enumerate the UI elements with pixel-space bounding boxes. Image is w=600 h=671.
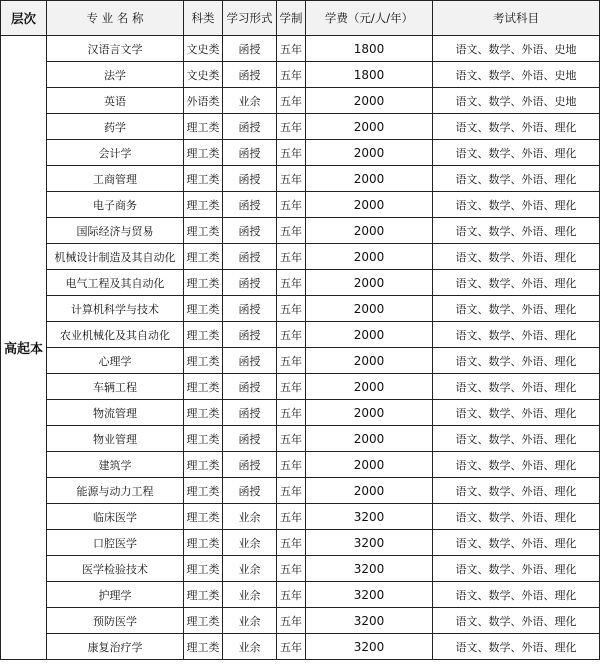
cell-duration: 五年 [277, 166, 306, 192]
cell-study-mode: 函授 [223, 322, 277, 348]
cell-duration: 五年 [277, 244, 306, 270]
table-row [1, 582, 600, 608]
table-row [1, 114, 600, 140]
cell-subjects: 语文、数学、外语、史地 [433, 62, 600, 88]
cell-fee: 2000 [306, 218, 433, 244]
cell-duration: 五年 [277, 608, 306, 634]
cell-subjects: 语文、数学、外语、理化 [433, 374, 600, 400]
cell-major: 能源与动力工程 [47, 478, 184, 504]
cell-duration: 五年 [277, 530, 306, 556]
cell-major: 临床医学 [47, 504, 184, 530]
cell-study-mode: 函授 [223, 478, 277, 504]
table-row [1, 244, 600, 270]
cell-fee: 2000 [306, 374, 433, 400]
cell-fee: 3200 [306, 504, 433, 530]
cell-major: 计算机科学与技术 [47, 296, 184, 322]
header-category: 科类 [184, 1, 223, 36]
cell-category: 理工类 [184, 452, 223, 478]
level-cell: 高起本 [1, 36, 47, 660]
cell-subjects: 语文、数学、外语、理化 [433, 426, 600, 452]
table-row [1, 296, 600, 322]
cell-fee: 2000 [306, 296, 433, 322]
cell-duration: 五年 [277, 192, 306, 218]
cell-subjects: 语文、数学、外语、理化 [433, 504, 600, 530]
cell-study-mode: 函授 [223, 140, 277, 166]
table-row [1, 452, 600, 478]
cell-major: 英语 [47, 88, 184, 114]
header-fee: 学费（元/人/年） [306, 1, 433, 36]
cell-duration: 五年 [277, 452, 306, 478]
cell-major: 汉语言文学 [47, 36, 184, 62]
table-row [1, 270, 600, 296]
cell-category: 理工类 [184, 634, 223, 660]
cell-study-mode: 函授 [223, 296, 277, 322]
table-row [1, 608, 600, 634]
table-row [1, 348, 600, 374]
cell-study-mode: 函授 [223, 218, 277, 244]
cell-study-mode: 函授 [223, 62, 277, 88]
cell-duration: 五年 [277, 218, 306, 244]
cell-duration: 五年 [277, 374, 306, 400]
cell-category: 理工类 [184, 322, 223, 348]
header-level: 层次 [1, 1, 47, 36]
cell-fee: 2000 [306, 322, 433, 348]
cell-duration: 五年 [277, 348, 306, 374]
cell-category: 理工类 [184, 348, 223, 374]
header-study-mode: 学习形式 [223, 1, 277, 36]
cell-major: 车辆工程 [47, 374, 184, 400]
table-row [1, 88, 600, 114]
cell-duration: 五年 [277, 556, 306, 582]
cell-duration: 五年 [277, 296, 306, 322]
cell-subjects: 语文、数学、外语、史地 [433, 88, 600, 114]
cell-category: 理工类 [184, 114, 223, 140]
table-row [1, 192, 600, 218]
cell-duration: 五年 [277, 62, 306, 88]
cell-duration: 五年 [277, 400, 306, 426]
cell-fee: 3200 [306, 634, 433, 660]
cell-category: 理工类 [184, 478, 223, 504]
cell-major: 会计学 [47, 140, 184, 166]
cell-fee: 3200 [306, 608, 433, 634]
header-major: 专 业 名 称 [47, 1, 184, 36]
cell-category: 理工类 [184, 530, 223, 556]
cell-subjects: 语文、数学、外语、理化 [433, 582, 600, 608]
cell-duration: 五年 [277, 582, 306, 608]
table-row [1, 504, 600, 530]
cell-subjects: 语文、数学、外语、史地 [433, 36, 600, 62]
cell-category: 理工类 [184, 504, 223, 530]
cell-fee: 2000 [306, 192, 433, 218]
cell-study-mode: 函授 [223, 192, 277, 218]
cell-category: 理工类 [184, 192, 223, 218]
cell-study-mode: 函授 [223, 452, 277, 478]
cell-study-mode: 函授 [223, 400, 277, 426]
cell-category: 理工类 [184, 218, 223, 244]
cell-subjects: 语文、数学、外语、理化 [433, 608, 600, 634]
cell-study-mode: 业余 [223, 634, 277, 660]
cell-fee: 2000 [306, 426, 433, 452]
cell-study-mode: 函授 [223, 348, 277, 374]
cell-category: 理工类 [184, 426, 223, 452]
cell-fee: 2000 [306, 166, 433, 192]
cell-major: 预防医学 [47, 608, 184, 634]
cell-category: 理工类 [184, 244, 223, 270]
cell-major: 物流管理 [47, 400, 184, 426]
cell-major: 国际经济与贸易 [47, 218, 184, 244]
cell-major: 物业管理 [47, 426, 184, 452]
cell-study-mode: 业余 [223, 556, 277, 582]
table-row [1, 62, 600, 88]
cell-subjects: 语文、数学、外语、理化 [433, 400, 600, 426]
cell-duration: 五年 [277, 114, 306, 140]
cell-subjects: 语文、数学、外语、理化 [433, 244, 600, 270]
cell-subjects: 语文、数学、外语、理化 [433, 322, 600, 348]
cell-fee: 3200 [306, 556, 433, 582]
cell-study-mode: 函授 [223, 426, 277, 452]
cell-subjects: 语文、数学、外语、理化 [433, 218, 600, 244]
cell-study-mode: 函授 [223, 114, 277, 140]
cell-major: 护理学 [47, 582, 184, 608]
cell-major: 口腔医学 [47, 530, 184, 556]
cell-fee: 3200 [306, 530, 433, 556]
cell-category: 理工类 [184, 556, 223, 582]
table-row [1, 400, 600, 426]
cell-major: 法学 [47, 62, 184, 88]
cell-category: 理工类 [184, 608, 223, 634]
cell-study-mode: 函授 [223, 166, 277, 192]
cell-major: 心理学 [47, 348, 184, 374]
cell-fee: 2000 [306, 88, 433, 114]
cell-study-mode: 函授 [223, 374, 277, 400]
cell-study-mode: 函授 [223, 244, 277, 270]
table-row [1, 374, 600, 400]
cell-subjects: 语文、数学、外语、理化 [433, 530, 600, 556]
cell-subjects: 语文、数学、外语、理化 [433, 140, 600, 166]
cell-major: 电子商务 [47, 192, 184, 218]
cell-subjects: 语文、数学、外语、理化 [433, 556, 600, 582]
cell-major: 工商管理 [47, 166, 184, 192]
table-header-row [1, 1, 600, 36]
cell-category: 外语类 [184, 88, 223, 114]
cell-category: 文史类 [184, 62, 223, 88]
cell-fee: 2000 [306, 452, 433, 478]
cell-major: 电气工程及其自动化 [47, 270, 184, 296]
cell-category: 文史类 [184, 36, 223, 62]
cell-subjects: 语文、数学、外语、理化 [433, 166, 600, 192]
cell-subjects: 语文、数学、外语、理化 [433, 634, 600, 660]
cell-subjects: 语文、数学、外语、理化 [433, 452, 600, 478]
table-row [1, 556, 600, 582]
cell-category: 理工类 [184, 166, 223, 192]
cell-fee: 2000 [306, 348, 433, 374]
cell-duration: 五年 [277, 270, 306, 296]
cell-fee: 2000 [306, 478, 433, 504]
table-row [1, 166, 600, 192]
cell-major: 药学 [47, 114, 184, 140]
cell-fee: 1800 [306, 62, 433, 88]
cell-subjects: 语文、数学、外语、理化 [433, 114, 600, 140]
table-row [1, 36, 600, 62]
cell-fee: 2000 [306, 114, 433, 140]
header-duration: 学制 [277, 1, 306, 36]
cell-study-mode: 函授 [223, 270, 277, 296]
cell-major: 医学检验技术 [47, 556, 184, 582]
cell-category: 理工类 [184, 270, 223, 296]
table-row [1, 322, 600, 348]
cell-subjects: 语文、数学、外语、理化 [433, 192, 600, 218]
cell-duration: 五年 [277, 88, 306, 114]
header-subjects: 考试科目 [433, 1, 600, 36]
cell-study-mode: 业余 [223, 582, 277, 608]
cell-fee: 2000 [306, 244, 433, 270]
cell-study-mode: 业余 [223, 530, 277, 556]
cell-subjects: 语文、数学、外语、理化 [433, 270, 600, 296]
cell-duration: 五年 [277, 36, 306, 62]
cell-duration: 五年 [277, 478, 306, 504]
cell-fee: 3200 [306, 582, 433, 608]
cell-subjects: 语文、数学、外语、理化 [433, 478, 600, 504]
cell-major: 机械设计制造及其自动化 [47, 244, 184, 270]
table-row [1, 478, 600, 504]
cell-study-mode: 业余 [223, 608, 277, 634]
table-body [1, 36, 600, 660]
cell-category: 理工类 [184, 140, 223, 166]
cell-category: 理工类 [184, 582, 223, 608]
cell-fee: 2000 [306, 270, 433, 296]
cell-fee: 1800 [306, 36, 433, 62]
cell-fee: 2000 [306, 140, 433, 166]
cell-subjects: 语文、数学、外语、理化 [433, 296, 600, 322]
cell-major: 建筑学 [47, 452, 184, 478]
table-row [1, 218, 600, 244]
cell-major: 农业机械化及其自动化 [47, 322, 184, 348]
cell-category: 理工类 [184, 400, 223, 426]
cell-category: 理工类 [184, 374, 223, 400]
table-row [1, 140, 600, 166]
cell-study-mode: 业余 [223, 88, 277, 114]
cell-major: 康复治疗学 [47, 634, 184, 660]
cell-duration: 五年 [277, 322, 306, 348]
table-row [1, 426, 600, 452]
table-row [1, 530, 600, 556]
cell-duration: 五年 [277, 504, 306, 530]
cell-duration: 五年 [277, 140, 306, 166]
cell-subjects: 语文、数学、外语、理化 [433, 348, 600, 374]
cell-duration: 五年 [277, 426, 306, 452]
cell-study-mode: 函授 [223, 36, 277, 62]
cell-category: 理工类 [184, 296, 223, 322]
cell-duration: 五年 [277, 634, 306, 660]
cell-study-mode: 业余 [223, 504, 277, 530]
table-row [1, 634, 600, 660]
cell-fee: 2000 [306, 400, 433, 426]
